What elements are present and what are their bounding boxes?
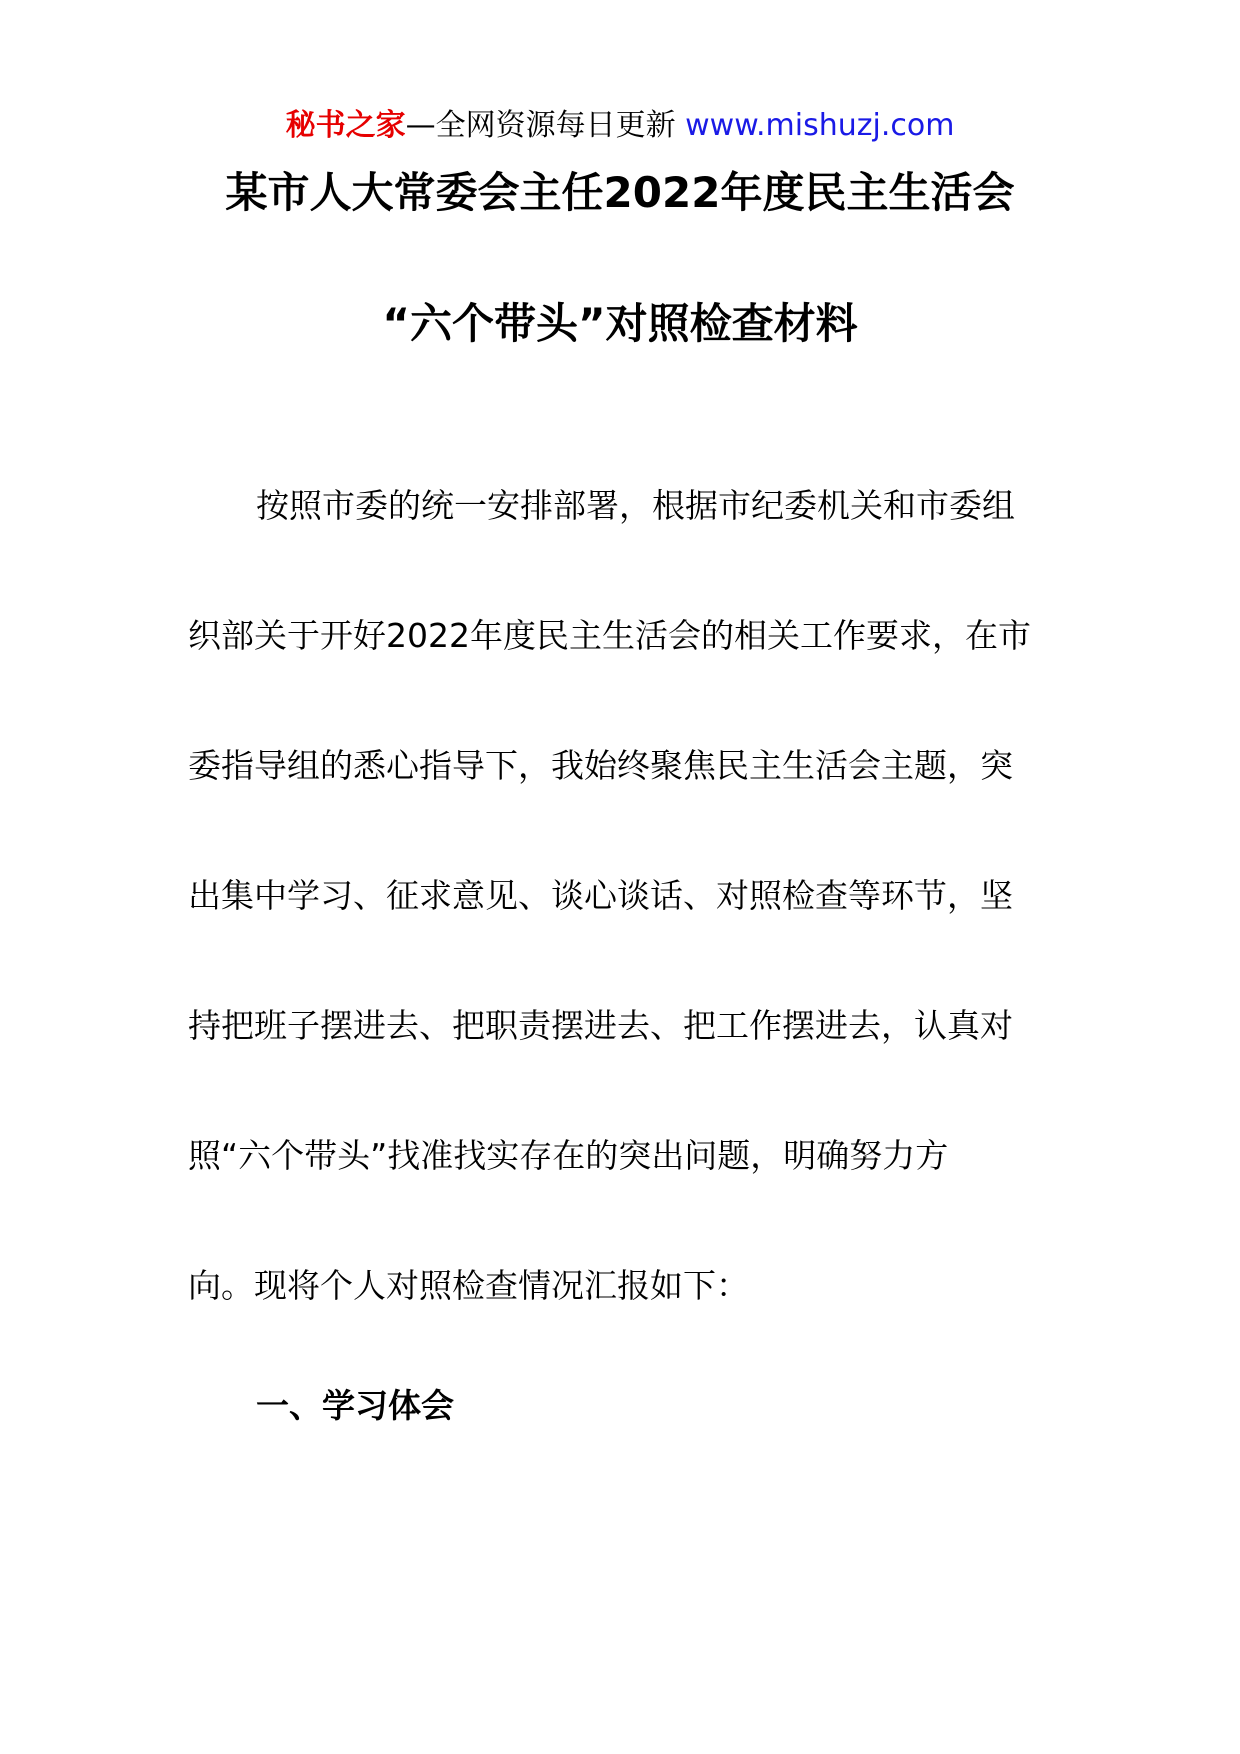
paragraph-line: 委指导组的悉心指导下，我始终聚焦民主生活会主题，突 <box>188 746 1013 785</box>
header-tagline: —全网资源每日更新 <box>405 108 676 143</box>
paragraph-line: 向。现将个人对照检查情况汇报如下： <box>188 1266 749 1305</box>
document-title-line-1: 某市人大常委会主任2022年度民主生活会 <box>225 168 1015 217</box>
paragraph-line: 持把班子摆进去、把职责摆进去、把工作摆进去，认真对 <box>188 1006 1013 1045</box>
paragraph-line: 照“六个带头”找准找实存在的突出问题，明确努力方 <box>188 1136 949 1175</box>
section-heading: 一、学习体会 <box>256 1386 454 1425</box>
paragraph-line: 出集中学习、征求意见、谈心谈话、对照检查等环节，坚 <box>188 876 1013 915</box>
site-header <box>0 106 1240 146</box>
paragraph-line: 按照市委的统一安排部署，根据市纪委机关和市委组 <box>256 486 1015 525</box>
document-title-line-2: “六个带头”对照检查材料 <box>382 299 858 348</box>
paragraph-line: 织部关于开好2022年度民主生活会的相关工作要求，在市 <box>188 616 1031 655</box>
site-url-link[interactable]: www.mishuzj.com <box>685 108 955 143</box>
brand-name: 秘书之家 <box>285 108 406 143</box>
